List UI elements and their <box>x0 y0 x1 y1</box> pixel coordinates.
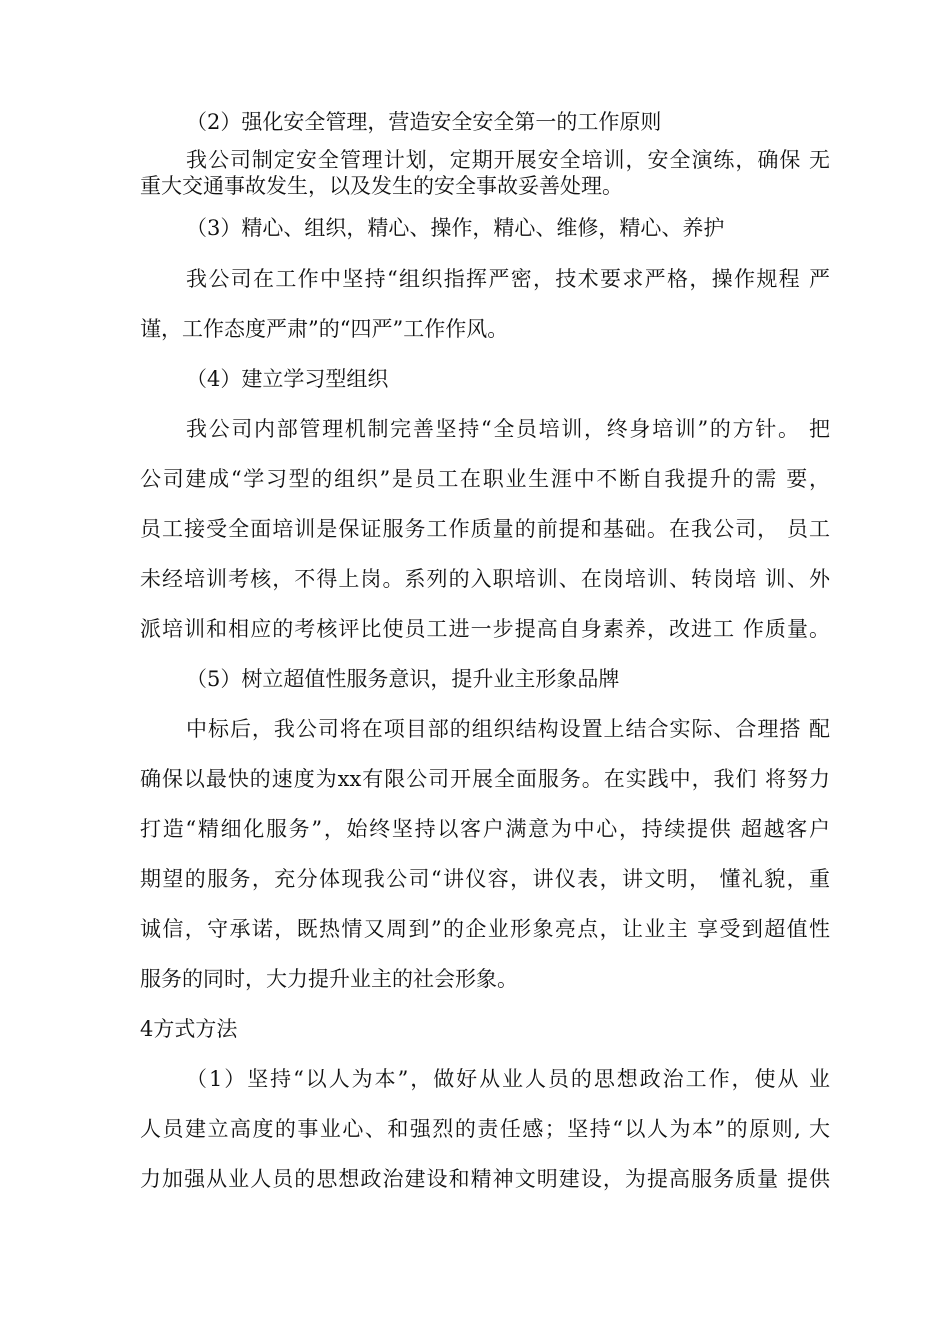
heading-value-service: （5）树立超值性服务意识，提升业主形象品牌 <box>186 667 620 691</box>
heading-safety-management: （2）强化安全管理，营造安全安全第一的工作原则 <box>186 110 662 134</box>
paragraph-line: 谨，工作态度严肃”的“四严”工作作风。 <box>140 317 509 341</box>
paragraph-line: 服务的同时，大力提升业主的社会形象。 <box>140 967 518 991</box>
paragraph-line: 我公司在工作中坚持“组织指挥严密，技术要求严格，操作规程 严 <box>186 267 830 291</box>
paragraph-line: 期望的服务，充分体现我公司“讲仪容，讲仪表，讲文明， 懂礼貌，重 <box>140 867 830 891</box>
paragraph-line: 打造“精细化服务”，始终坚持以客户满意为中心，持续提供 超越客户 <box>140 817 830 841</box>
paragraph-line: 员工接受全面培训是保证服务工作质量的前提和基础。在我公司， 员工 <box>140 517 830 541</box>
paragraph-line: 确保以最快的速度为xx有限公司开展全面服务。在实践中，我们 将努力 <box>140 767 830 791</box>
paragraph-line: 重大交通事故发生，以及发生的安全事故妥善处理。 <box>140 174 623 198</box>
paragraph-line: 人员建立高度的事业心、和强烈的责任感；坚持“以人为本”的原则, 大 <box>140 1117 830 1141</box>
paragraph-line: 未经培训考核，不得上岗。系列的入职培训、在岗培训、转岗培 训、外 <box>140 567 830 591</box>
paragraph-line: 中标后，我公司将在项目部的组织结构设置上结合实际、合理搭 配 <box>186 717 830 741</box>
heading-careful-work: （3）精心、组织，精心、操作，精心、维修，精心、养护 <box>186 216 725 240</box>
heading-learning-organization: （4）建立学习型组织 <box>186 367 389 391</box>
paragraph-line: 力加强从业人员的思想政治建设和精神文明建设，为提高服务质量 提供 <box>140 1167 830 1191</box>
paragraph-line: 我公司内部管理机制完善坚持“全员培训，终身培训”的方针。 把 <box>186 417 830 441</box>
paragraph-line: 我公司制定安全管理计划，定期开展安全培训，安全演练，确保 无 <box>186 148 830 172</box>
section-title-methods: 4方式方法 <box>140 1017 238 1041</box>
paragraph-line: 诚信，守承诺，既热情又周到”的企业形象亮点，让业主 享受到超值性 <box>140 917 830 941</box>
paragraph-line: 派培训和相应的考核评比使员工进一步提高自身素养，改进工 作质量。 <box>140 617 830 641</box>
paragraph-line: 公司建成“学习型的组织”是员工在职业生涯中不断自我提升的需 要， <box>140 467 830 491</box>
paragraph-line: （1）坚持“以人为本”，做好从业人员的思想政治工作，使从 业 <box>186 1067 830 1091</box>
